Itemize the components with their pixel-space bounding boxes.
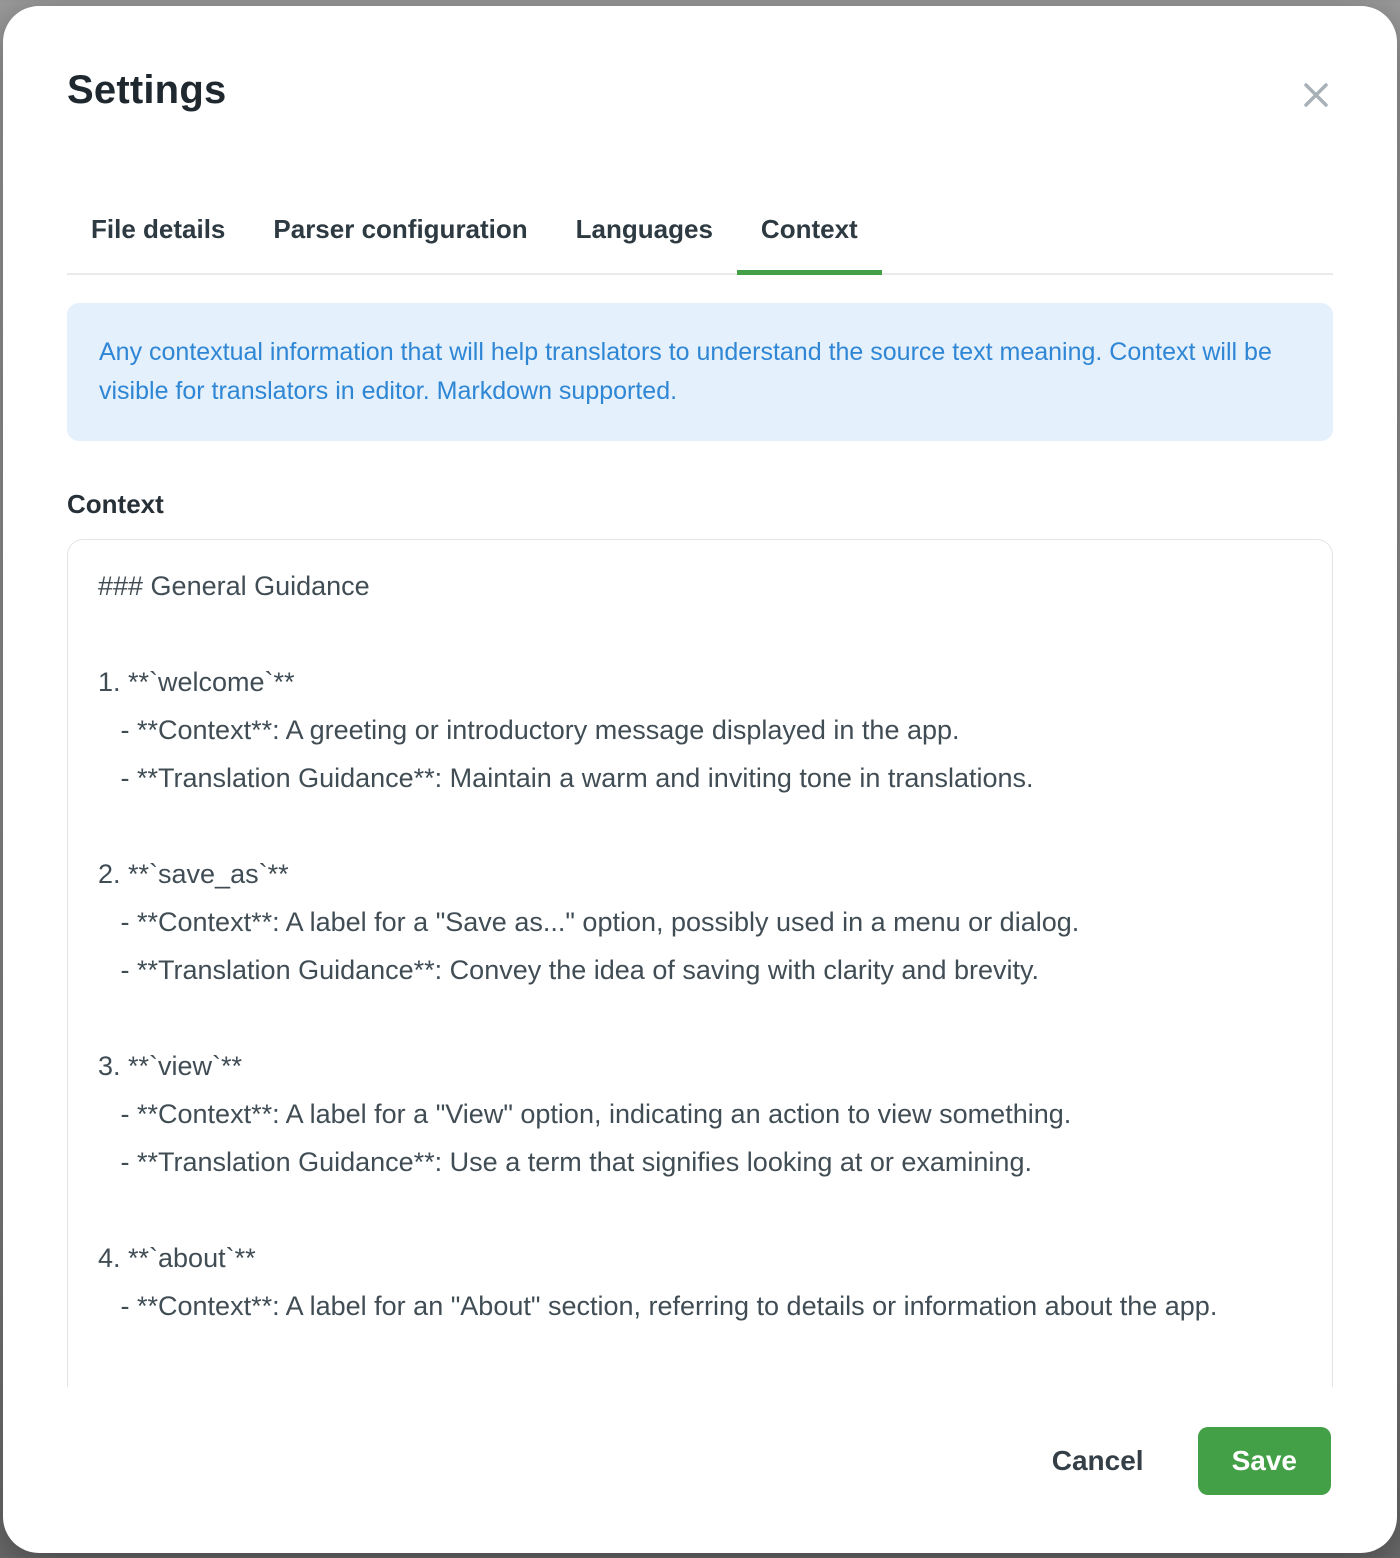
context-field-label: Context bbox=[67, 489, 164, 519]
settings-dialog bbox=[3, 6, 1397, 1553]
info-banner bbox=[67, 303, 1333, 441]
tab-parser-configuration[interactable]: Parser configuration bbox=[249, 214, 551, 273]
settings-tabs bbox=[67, 214, 1333, 275]
modal-backdrop bbox=[0, 6, 1400, 1558]
close-icon bbox=[1299, 100, 1333, 115]
dialog-header bbox=[3, 6, 1397, 118]
context-editor-wrap bbox=[67, 539, 1333, 1387]
cancel-button[interactable]: Cancel bbox=[1051, 1445, 1144, 1476]
info-banner-text: Any contextual information that will help translators to understand the source text meaning. Context will be visible for translators in editor. Markdown supported. bbox=[99, 338, 1272, 405]
dialog-title: Settings bbox=[67, 68, 227, 112]
close-button[interactable] bbox=[1293, 72, 1339, 118]
tab-context[interactable]: Context bbox=[737, 214, 882, 273]
dialog-footer bbox=[3, 1387, 1397, 1553]
tab-languages[interactable]: Languages bbox=[552, 214, 737, 273]
context-textarea[interactable] bbox=[67, 539, 1333, 1387]
save-button[interactable]: Save bbox=[1198, 1427, 1331, 1495]
tab-file-details[interactable]: File details bbox=[67, 214, 249, 273]
